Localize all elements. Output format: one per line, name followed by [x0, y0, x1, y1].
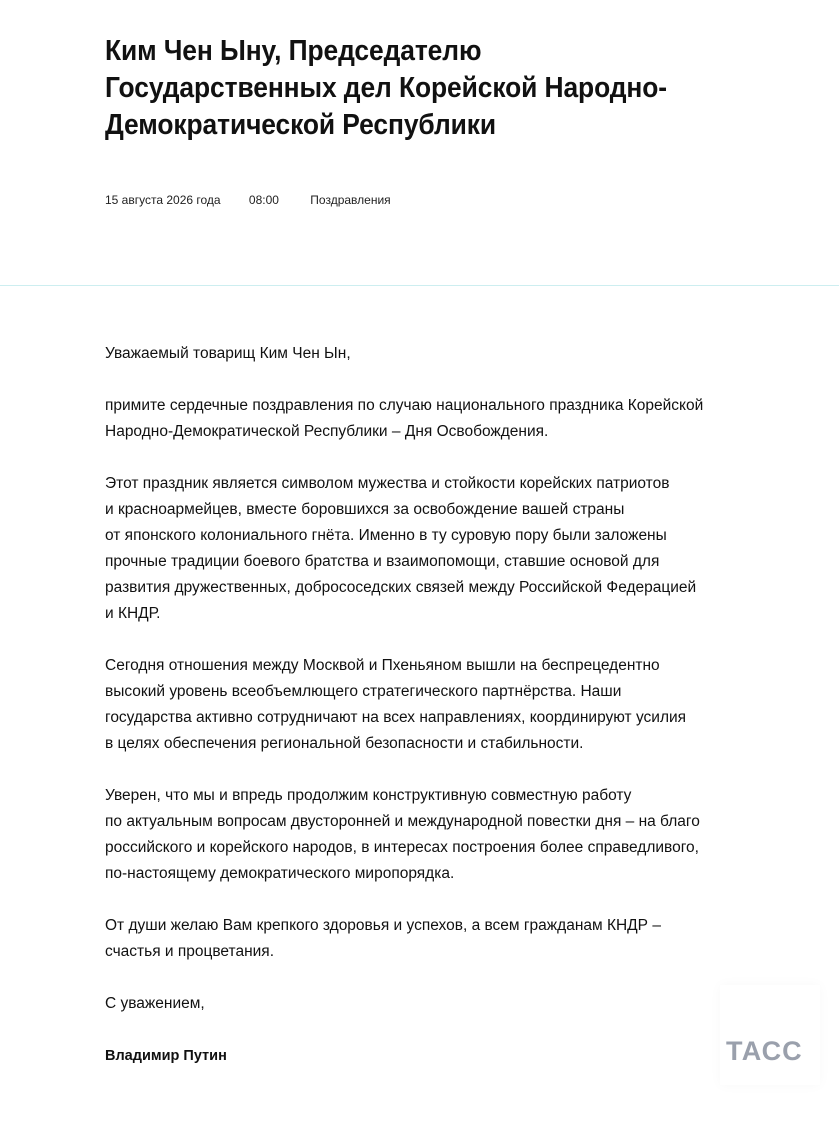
category-link[interactable]: Поздравления — [310, 193, 391, 207]
text-line: по актуальным вопросам двусторонней и международной повестки дня – на благо — [105, 813, 700, 830]
letter-signature: Владимир Путин — [105, 1048, 227, 1064]
paragraph-1 — [105, 393, 765, 445]
publish-date: 15 августа 2026 года — [105, 193, 221, 207]
page-title: Ким Чен Ыну, Председателю Государственных дел Корейской Народно-Демократической Республики — [105, 35, 667, 141]
letter-greeting: Уважаемый товарищ Ким Чен Ын, — [105, 345, 351, 362]
text-line: в целях обеспечения региональной безопасности и стабильности. — [105, 735, 584, 752]
text-line: Народно-Демократической Республики – Дня Освобождения. — [105, 423, 549, 440]
publish-time: 08:00 — [248, 193, 279, 207]
text-line: счастья и процветания. — [105, 943, 275, 960]
text-line: и КНДР. — [105, 605, 161, 622]
text-line: государства активно сотрудничают на всех направлениях, координируют усилия — [105, 709, 687, 726]
text-line: От души желаю Вам крепкого здоровья и успехов, а всем гражданам КНДР – — [105, 917, 661, 934]
paragraph-3 — [105, 653, 765, 757]
paragraph-2 — [105, 471, 765, 627]
article-header — [0, 0, 839, 285]
text-line: развития дружественных, добрососедских связей между Российской Федерацией — [105, 579, 697, 596]
tass-logo[interactable]: ТАСС — [726, 1036, 803, 1066]
text-line: Сегодня отношения между Москвой и Пхеньяном вышли на беспрецедентно — [105, 657, 660, 674]
text-line: примите сердечные поздравления по случаю национального праздника Корейской — [105, 397, 704, 414]
paragraph-5 — [105, 913, 765, 965]
text-line: прочные традиции боевого братства и взаимопомощи, ставшие основой для — [105, 553, 660, 570]
article-meta — [105, 193, 391, 207]
text-line: по-настоящему демократического миропорядка. — [105, 865, 455, 882]
text-line: высокий уровень всеобъемлющего стратегического партнёрства. Наши — [105, 683, 622, 700]
letter-closing: С уважением, — [105, 995, 205, 1012]
text-line: Этот праздник является символом мужества и стойкости корейских патриотов — [105, 475, 670, 492]
logo-badge — [720, 985, 820, 1085]
text-line: и красноармейцев, вместе боровшихся за освобождение вашей страны — [105, 501, 625, 518]
text-line: от японского колониального гнёта. Именно в ту суровую пору были заложены — [105, 527, 667, 544]
text-line: Уверен, что мы и впредь продолжим конструктивную совместную работу — [105, 787, 632, 804]
text-line: российского и корейского народов, в интересах построения более справедливого, — [105, 839, 699, 856]
header-divider — [0, 285, 839, 286]
paragraph-4 — [105, 783, 765, 887]
letter-body — [105, 341, 765, 1095]
